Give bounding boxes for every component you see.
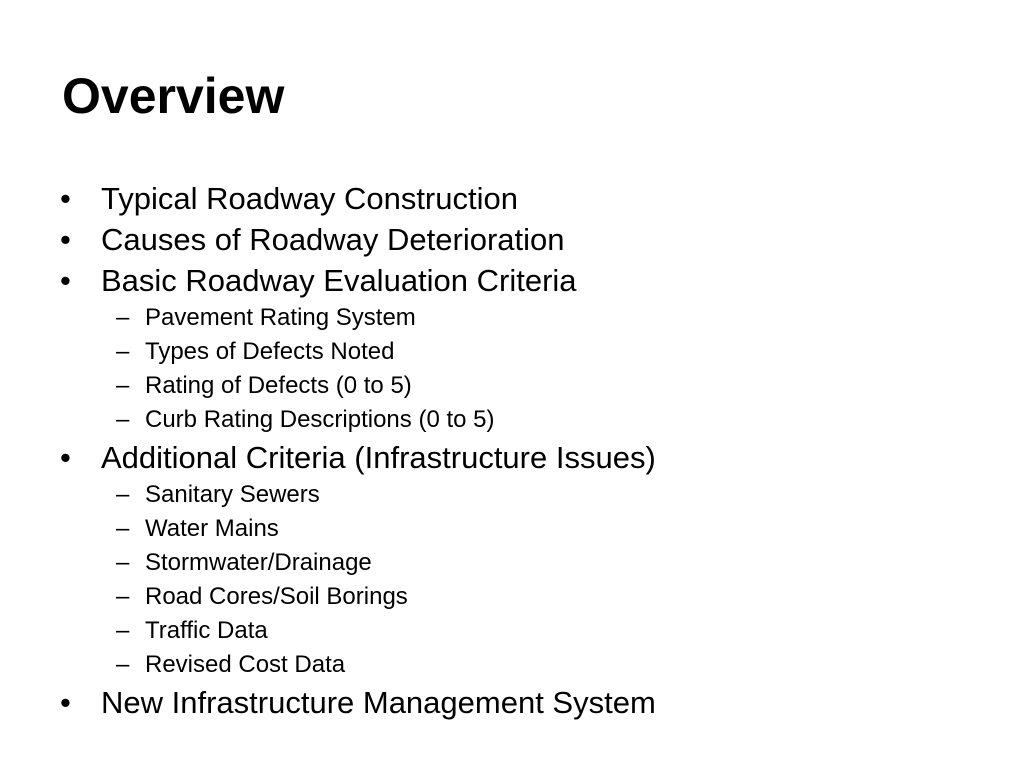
bullet-text: Typical Roadway Construction <box>101 181 518 216</box>
slide-title: Overview <box>62 68 285 124</box>
bullet-marker: • <box>60 181 71 216</box>
sub-bullet-item <box>58 301 998 335</box>
sub-bullet-item <box>58 580 998 614</box>
bullet-marker: • <box>60 440 71 475</box>
sub-bullet-text: Road Cores/Soil Borings <box>145 583 408 610</box>
sub-bullet-marker: – <box>116 338 130 365</box>
sub-bullet-marker: – <box>116 406 130 433</box>
sub-bullet-text: Curb Rating Descriptions (0 to 5) <box>145 406 495 433</box>
bullet-text: Additional Criteria (Infrastructure Issues) <box>101 440 656 475</box>
sub-bullet-marker: – <box>116 617 130 644</box>
bullet-text: Basic Roadway Evaluation Criteria <box>101 263 577 298</box>
sub-bullet-text: Rating of Defects (0 to 5) <box>145 372 412 399</box>
sub-bullet-marker: – <box>116 304 130 331</box>
sub-bullet-item <box>58 546 998 580</box>
bullet-marker: • <box>60 263 71 298</box>
bullet-item <box>58 219 998 260</box>
sub-bullet-item <box>58 648 998 682</box>
sub-bullet-text: Stormwater/Drainage <box>145 549 372 576</box>
sub-bullet-item <box>58 614 998 648</box>
sub-bullet-item <box>58 403 998 437</box>
sub-bullet-text: Sanitary Sewers <box>145 481 320 508</box>
sub-bullet-marker: – <box>116 372 130 399</box>
sub-bullet-marker: – <box>116 651 130 678</box>
sub-bullet-text: Traffic Data <box>145 617 268 644</box>
sub-bullet-text: Water Mains <box>145 515 279 542</box>
bullet-item <box>58 437 998 478</box>
bullet-marker: • <box>60 222 71 257</box>
sub-bullet-text: Types of Defects Noted <box>145 338 395 365</box>
bullet-item <box>58 260 998 301</box>
sub-bullet-text: Pavement Rating System <box>145 304 416 331</box>
bullet-text: New Infrastructure Management System <box>101 685 656 720</box>
sub-bullet-marker: – <box>116 549 130 576</box>
sub-bullet-marker: – <box>116 583 130 610</box>
bullet-text: Causes of Roadway Deterioration <box>101 222 565 257</box>
sub-bullet-marker: – <box>116 481 130 508</box>
sub-bullet-marker: – <box>116 515 130 542</box>
bullet-list <box>58 178 998 723</box>
sub-bullet-item <box>58 335 998 369</box>
sub-bullet-item <box>58 478 998 512</box>
sub-bullet-item <box>58 369 998 403</box>
sub-bullet-text: Revised Cost Data <box>145 651 346 678</box>
bullet-item <box>58 178 998 219</box>
bullet-item <box>58 682 998 723</box>
sub-bullet-item <box>58 512 998 546</box>
bullet-marker: • <box>60 685 71 720</box>
